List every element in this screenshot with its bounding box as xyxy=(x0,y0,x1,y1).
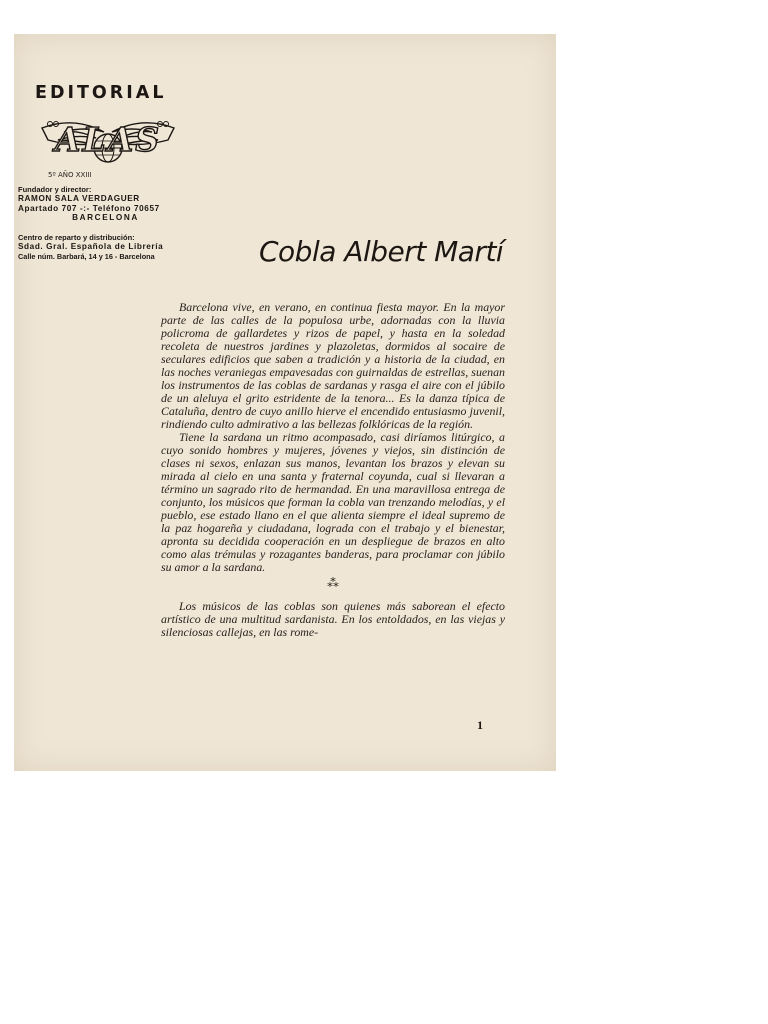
logo-wordmark: ALAS xyxy=(54,120,162,159)
city: BARCELONA xyxy=(72,213,139,222)
distribution-block xyxy=(18,233,193,261)
section-ornament: ⁂ xyxy=(327,576,339,590)
issue-year: 5º AÑO XXIII xyxy=(48,171,92,179)
article-title: Cobla Albert Martí xyxy=(259,235,504,268)
publisher-heading: EDITORIAL xyxy=(35,83,167,103)
article-body xyxy=(161,301,505,639)
paragraph: Tiene la sardana un ritmo acompasado, casi diríamos litúrgico, a cuyo sonido hombres y mujeres, jóvenes y viejos, sin distinción de clases ni sexos, enlazan sus manos, levantan los brazos y elevan su mirada al cielo en una santa y fraternal coyunda, cual si llevaran a término un sagrado rito de hermandad. En una maravillosa entrega de conjunto, los músicos que forman la cobla van trenzando melodías, y el pueblo, ese estado llano en el que alienta siempre el ideal supremo de la paz hogareña y ciudadana, lograda con el trabajo y el bienestar, apronta su decidida cooperación en un despliegue de brazos en alto como alas trémulas y rozagantes banderas, para proclamar con júbilo su amor a la sardana. xyxy=(161,430,505,574)
founder-name: RAMON SALA VERDAGUER xyxy=(18,194,140,203)
address-line: Apartado 707 -:- Teléfono 70657 xyxy=(18,203,160,213)
document-page xyxy=(14,34,556,771)
distribution-label: Centro de reparto y distribución: xyxy=(18,233,135,242)
founder-label: Fundador y director: xyxy=(18,185,92,194)
distributor-name: Sdad. Gral. Española de Librería xyxy=(18,242,164,251)
page-number: 1 xyxy=(477,718,483,732)
founder-block xyxy=(18,185,193,223)
distributor-address: Calle núm. Barbará, 14 y 16 - Barcelona xyxy=(18,251,155,261)
paragraph: Barcelona vive, en verano, en continua fiesta mayor. En la mayor parte de las calles de la populosa urbe, adornadas con la lluvia policroma de gallardetes y rizos de papel, y hasta en la soledad recoleta de nuestros jardines y plazoletas, dormidos al socaire de seculares edificios que saben a tradición y a historia de la ciudad, en las noches veraniegas empavesadas con guirnaldas de estrellas, suenan los instrumentos de las coblas de sardanas y rasga el aire con el júbilo de un aleluya el grito estridente de la tenora... Es la danza típica de Cataluña, dentro de cuyo anillo hierve el encendido entusiasmo juvenil, rindiendo culto admirativo a las bellezas folklóricas de la región. xyxy=(161,300,505,431)
alas-logo xyxy=(34,110,182,172)
paragraph: Los músicos de las coblas son quienes más saborean el efecto artístico de una multitud sardanista. En los entoldados, en las viejas y silenciosas callejas, en las rome- xyxy=(161,599,505,639)
